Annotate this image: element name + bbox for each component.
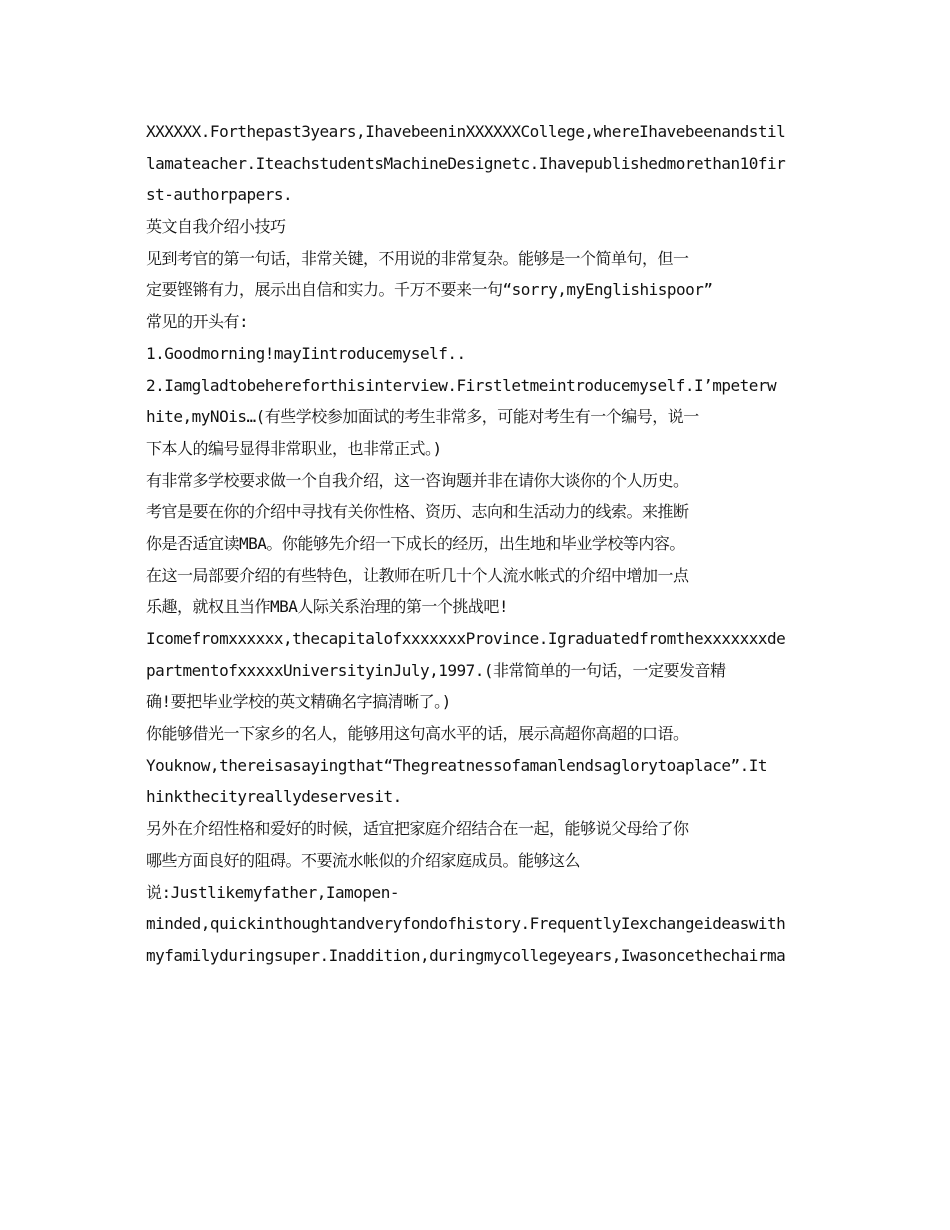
text-line: 确!要把毕业学校的英文精确名字搞清晰了。): [146, 692, 451, 712]
text-line: 定要铿锵有力，展示出自信和实力。千万不要来一句“sorry,myEnglishispoor”: [146, 280, 713, 300]
text-line: 哪些方面良好的阻碍。不要流水帐似的介绍家庭成员。能够这么: [146, 850, 581, 870]
text-line: 说:Justlikemyfather,Iamopen-: [146, 882, 399, 902]
text-line: 2.Iamgladtobehereforthisinterview.Firstletmeintroducemyself.I’mpeterw: [146, 375, 777, 395]
text-line: lamateacher.IteachstudentsMachineDesignetc.Ihavepublishedmorethan10fir: [146, 153, 786, 173]
section-heading: 英文自我介绍小技巧: [146, 217, 286, 237]
text-line: myfamilyduringsuper.Inaddition,duringmycollegeyears,Iwasoncethechairma: [146, 945, 786, 965]
text-line: 乐趣，就权且当作MBA人际关系治理的第一个挑战吧!: [146, 597, 509, 617]
text-line: 在这一局部要介绍的有些特色，让教师在听几十个人流水帐式的介绍中增加一点: [146, 565, 689, 585]
text-line: XXXXXX.Forthepast3years,IhavebeeninXXXXXXCollege,whereIhavebeenandstil: [146, 122, 786, 141]
text-line: hite,myNOis…(有些学校参加面试的考生非常多，可能对考生有一个编号，说一: [146, 407, 699, 427]
text-line: partmentofxxxxxUniversityinJuly,1997.(非常简单的一句话，一定要发音精: [146, 660, 726, 680]
text-line: 另外在介绍性格和爱好的时候，适宜把家庭介绍结合在一起，能够说父母给了你: [146, 819, 689, 839]
text-line: 你能够借光一下家乡的名人，能够用这句高水平的话，展示高超你高超的口语。: [146, 724, 689, 744]
text-line: st-authorpapers.: [146, 185, 293, 205]
text-line: 你是否适宜读MBA。你能够先介绍一下成长的经历，出生地和毕业学校等内容。: [146, 533, 685, 553]
text-line: 有非常多学校要求做一个自我介绍，这一咨询题并非在请你大谈你的个人历史。: [146, 470, 689, 490]
text-line: 下本人的编号显得非常职业，也非常正式。): [146, 438, 442, 458]
text-line: Icomefromxxxxxx,thecapitalofxxxxxxxProvince.Igraduatedfromthexxxxxxxde: [146, 629, 786, 648]
text-line: Youknow,thereisasayingthat“Thegreatnessofamanlendsaglorytoaplace”.It: [146, 755, 768, 775]
text-line: minded,quickinthoughtandveryfondofhistory.FrequentlyIexchangeideaswith: [146, 914, 786, 934]
text-line: 1.Goodmorning!mayIintroducemyself..: [146, 343, 466, 363]
text-line: hinkthecityreallydeservesit.: [146, 787, 402, 807]
text-line: 见到考官的第一句话，非常关键，不用说的非常复杂。能够是一个简单句，但一: [146, 248, 689, 268]
text-line: 考官是要在你的介绍中寻找有关你性格、资历、志向和生活动力的线索。来推断: [146, 502, 689, 522]
text-line: 常见的开头有:: [146, 312, 249, 332]
body-text: [146, 116, 802, 972]
